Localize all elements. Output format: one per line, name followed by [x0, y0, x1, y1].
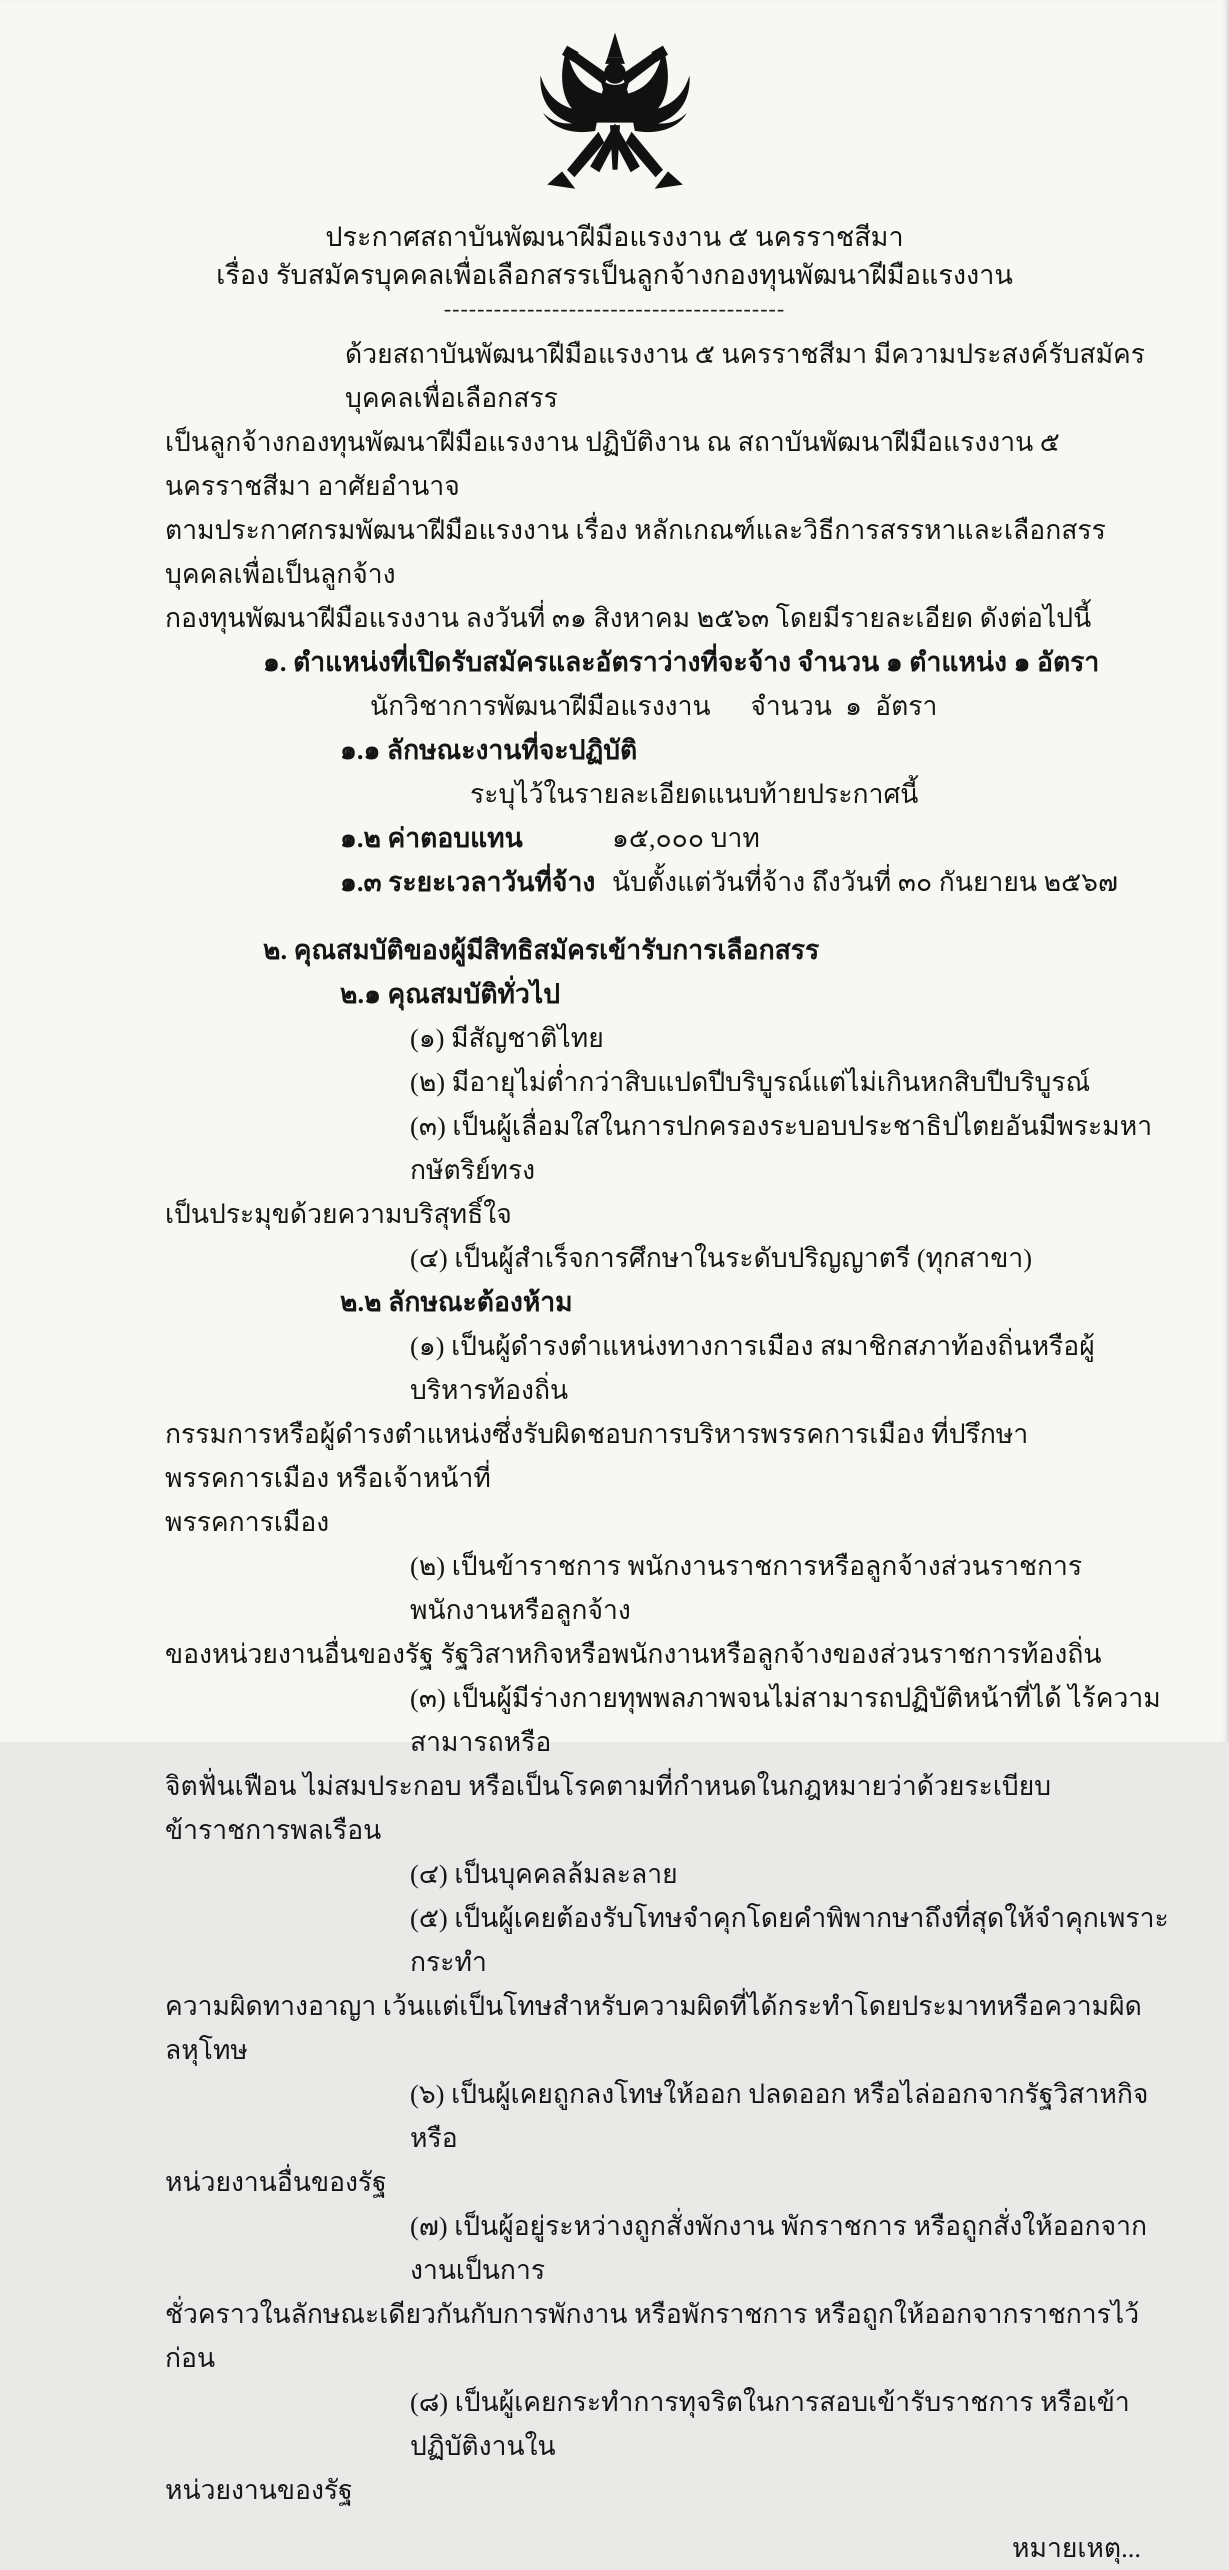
dashed-divider: ----------------------------------------- [443, 296, 786, 321]
line-spacer [165, 904, 1169, 928]
document-line: ๑.๑ ลักษณะงานที่จะปฏิบัติ [340, 735, 638, 765]
document-line-kv [340, 816, 1169, 860]
line-label: ๑.๒ ค่าตอบแทน [340, 823, 523, 853]
footer-note: หมายเหตุ... [1012, 2533, 1141, 2563]
document-line: พรรคการเมือง [165, 1507, 330, 1537]
document-line: (๑) มีสัญชาติไทย [410, 1023, 604, 1053]
line-label: ๑.๓ ระยะเวลาวันที่จ้าง [340, 867, 596, 897]
document-line: ๑. ตำแหน่งที่เปิดรับสมัครและอัตราว่างที่จะจ้าง จำนวน ๑ ตำแหน่ง ๑ อัตรา [263, 647, 1100, 677]
document-line: (๑) เป็นผู้ดำรงตำแหน่งทางการเมือง สมาชิกสภาท้องถิ่นหรือผู้บริหารท้องถิ่น [410, 1331, 1095, 1405]
document-line-kv [340, 860, 1169, 904]
line-value: นับตั้งแต่วันที่จ้าง ถึงวันที่ ๓๐ กันยายน ๒๕๖๗ [612, 867, 1118, 897]
document-line: หน่วยงานของรัฐ [165, 2475, 353, 2505]
document-line: (๒) เป็นข้าราชการ พนักงานราชการหรือลูกจ้างส่วนราชการ พนักงานหรือลูกจ้าง [410, 1551, 1089, 1625]
document-line: (๗) เป็นผู้อยู่ระหว่างถูกสั่งพักงาน พักราชการ หรือถูกสั่งให้ออกจากงานเป็นการ [410, 2211, 1148, 2285]
document-line: เป็นลูกจ้างกองทุนพัฒนาฝีมือแรงงาน ปฏิบัติงาน ณ สถาบันพัฒนาฝีมือแรงงาน ๕ นครราชสีมา อาศัยอำนาจ [165, 427, 1067, 501]
document-line: หน่วยงานอื่นของรัฐ [165, 2167, 387, 2197]
document-line: กองทุนพัฒนาฝีมือแรงงาน ลงวันที่ ๓๑ สิงหาคม ๒๕๖๓ โดยมีรายละเอียด ดังต่อไปนี้ [165, 603, 1092, 633]
document-line: (๖) เป็นผู้เคยถูกลงโทษให้ออก ปลดออก หรือไล่ออกจากรัฐวิสาหกิจ หรือ [410, 2079, 1156, 2153]
emblem-container [0, 0, 1229, 208]
document-line: ๒.๒ ลักษณะต้องห้าม [340, 1287, 573, 1317]
document-line: (๓) เป็นผู้เลื่อมใสในการปกครองระบอบประชาธิปไตยอันมีพระมหากษัตริย์ทรง [410, 1111, 1153, 1185]
document-line: ด้วยสถาบันพัฒนาฝีมือแรงงาน ๕ นครราชสีมา มีความประสงค์รับสมัครบุคคลเพื่อเลือกสรร [345, 339, 1145, 413]
document-line: ระบุไว้ในรายละเอียดแนบท้ายประกาศนี้ [470, 779, 919, 809]
document-line: (๕) เป็นผู้เคยต้องรับโทษจำคุกโดยคำพิพากษาถึงที่สุดให้จำคุกเพราะกระทำ [410, 1903, 1169, 1977]
document-line: ๒. คุณสมบัติของผู้มีสิทธิสมัครเข้ารับการเลือกสรร [263, 935, 820, 965]
document-body [165, 332, 1169, 2512]
document-line: (๘) เป็นผู้เคยกระทำการทุจริตในการสอบเข้ารับราชการ หรือเข้าปฏิบัติงานใน [410, 2387, 1130, 2461]
document-line: กรรมการหรือผู้ดำรงตำแหน่งซึ่งรับผิดชอบการบริหารพรรคการเมือง ที่ปรึกษาพรรคการเมือง หรือเจ้าหน้าที่ [165, 1419, 1029, 1493]
document-line: ๒.๑ คุณสมบัติทั่วไป [340, 979, 561, 1009]
document-line: (๔) เป็นผู้สำเร็จการศึกษาในระดับปริญญาตรี (ทุกสาขา) [410, 1243, 1033, 1273]
document-line: ความผิดทางอาญา เว้นแต่เป็นโทษสำหรับความผิดที่ได้กระทำโดยประมาทหรือความผิดลหุโทษ [165, 1991, 1142, 2065]
title-line-1: ประกาศสถาบันพัฒนาฝีมือแรงงาน ๕ นครราชสีมา [325, 222, 904, 252]
document-line: นักวิชาการพัฒนาฝีมือแรงงาน จำนวน ๑ อัตรา [370, 691, 938, 721]
line-value: ๑๕,๐๐๐ บาท [612, 823, 760, 853]
garuda-emblem-icon [524, 24, 706, 208]
document-line: (๒) มีอายุไม่ต่ำกว่าสิบแปดปีบริบูรณ์แต่ไม่เกินหกสิบปีบริบูรณ์ [410, 1067, 1091, 1097]
document-line: (๔) เป็นบุคคลล้มละลาย [410, 1859, 678, 1889]
document-line: ของหน่วยงานอื่นของรัฐ รัฐวิสาหกิจหรือพนักงานหรือลูกจ้างของส่วนราชการท้องถิ่น [165, 1639, 1102, 1669]
document-line: ชั่วคราวในลักษณะเดียวกันกับการพักงาน หรือพักราชการ หรือถูกให้ออกจากราชการไว้ก่อน [165, 2299, 1140, 2373]
document-line: (๓) เป็นผู้มีร่างกายทุพพลภาพจนไม่สามารถปฏิบัติหน้าที่ได้ ไร้ความสามารถหรือ [410, 1683, 1161, 1757]
document-line: ตามประกาศกรมพัฒนาฝีมือแรงงาน เรื่อง หลักเกณฑ์และวิธีการสรรหาและเลือกสรรบุคคลเพื่อเป็นลูกจ้าง [165, 515, 1106, 589]
title-line-2: เรื่อง รับสมัครบุคคลเพื่อเลือกสรรเป็นลูกจ้างกองทุนพัฒนาฝีมือแรงงาน [216, 260, 1013, 290]
document-line: จิตฟั่นเฟือน ไม่สมประกอบ หรือเป็นโรคตามที่กำหนดในกฎหมายว่าด้วยระเบียบข้าราชการพลเรือน [165, 1771, 1052, 1845]
document-title-block [0, 218, 1229, 294]
document-line: เป็นประมุขด้วยความบริสุทธิ์ใจ [165, 1199, 512, 1229]
